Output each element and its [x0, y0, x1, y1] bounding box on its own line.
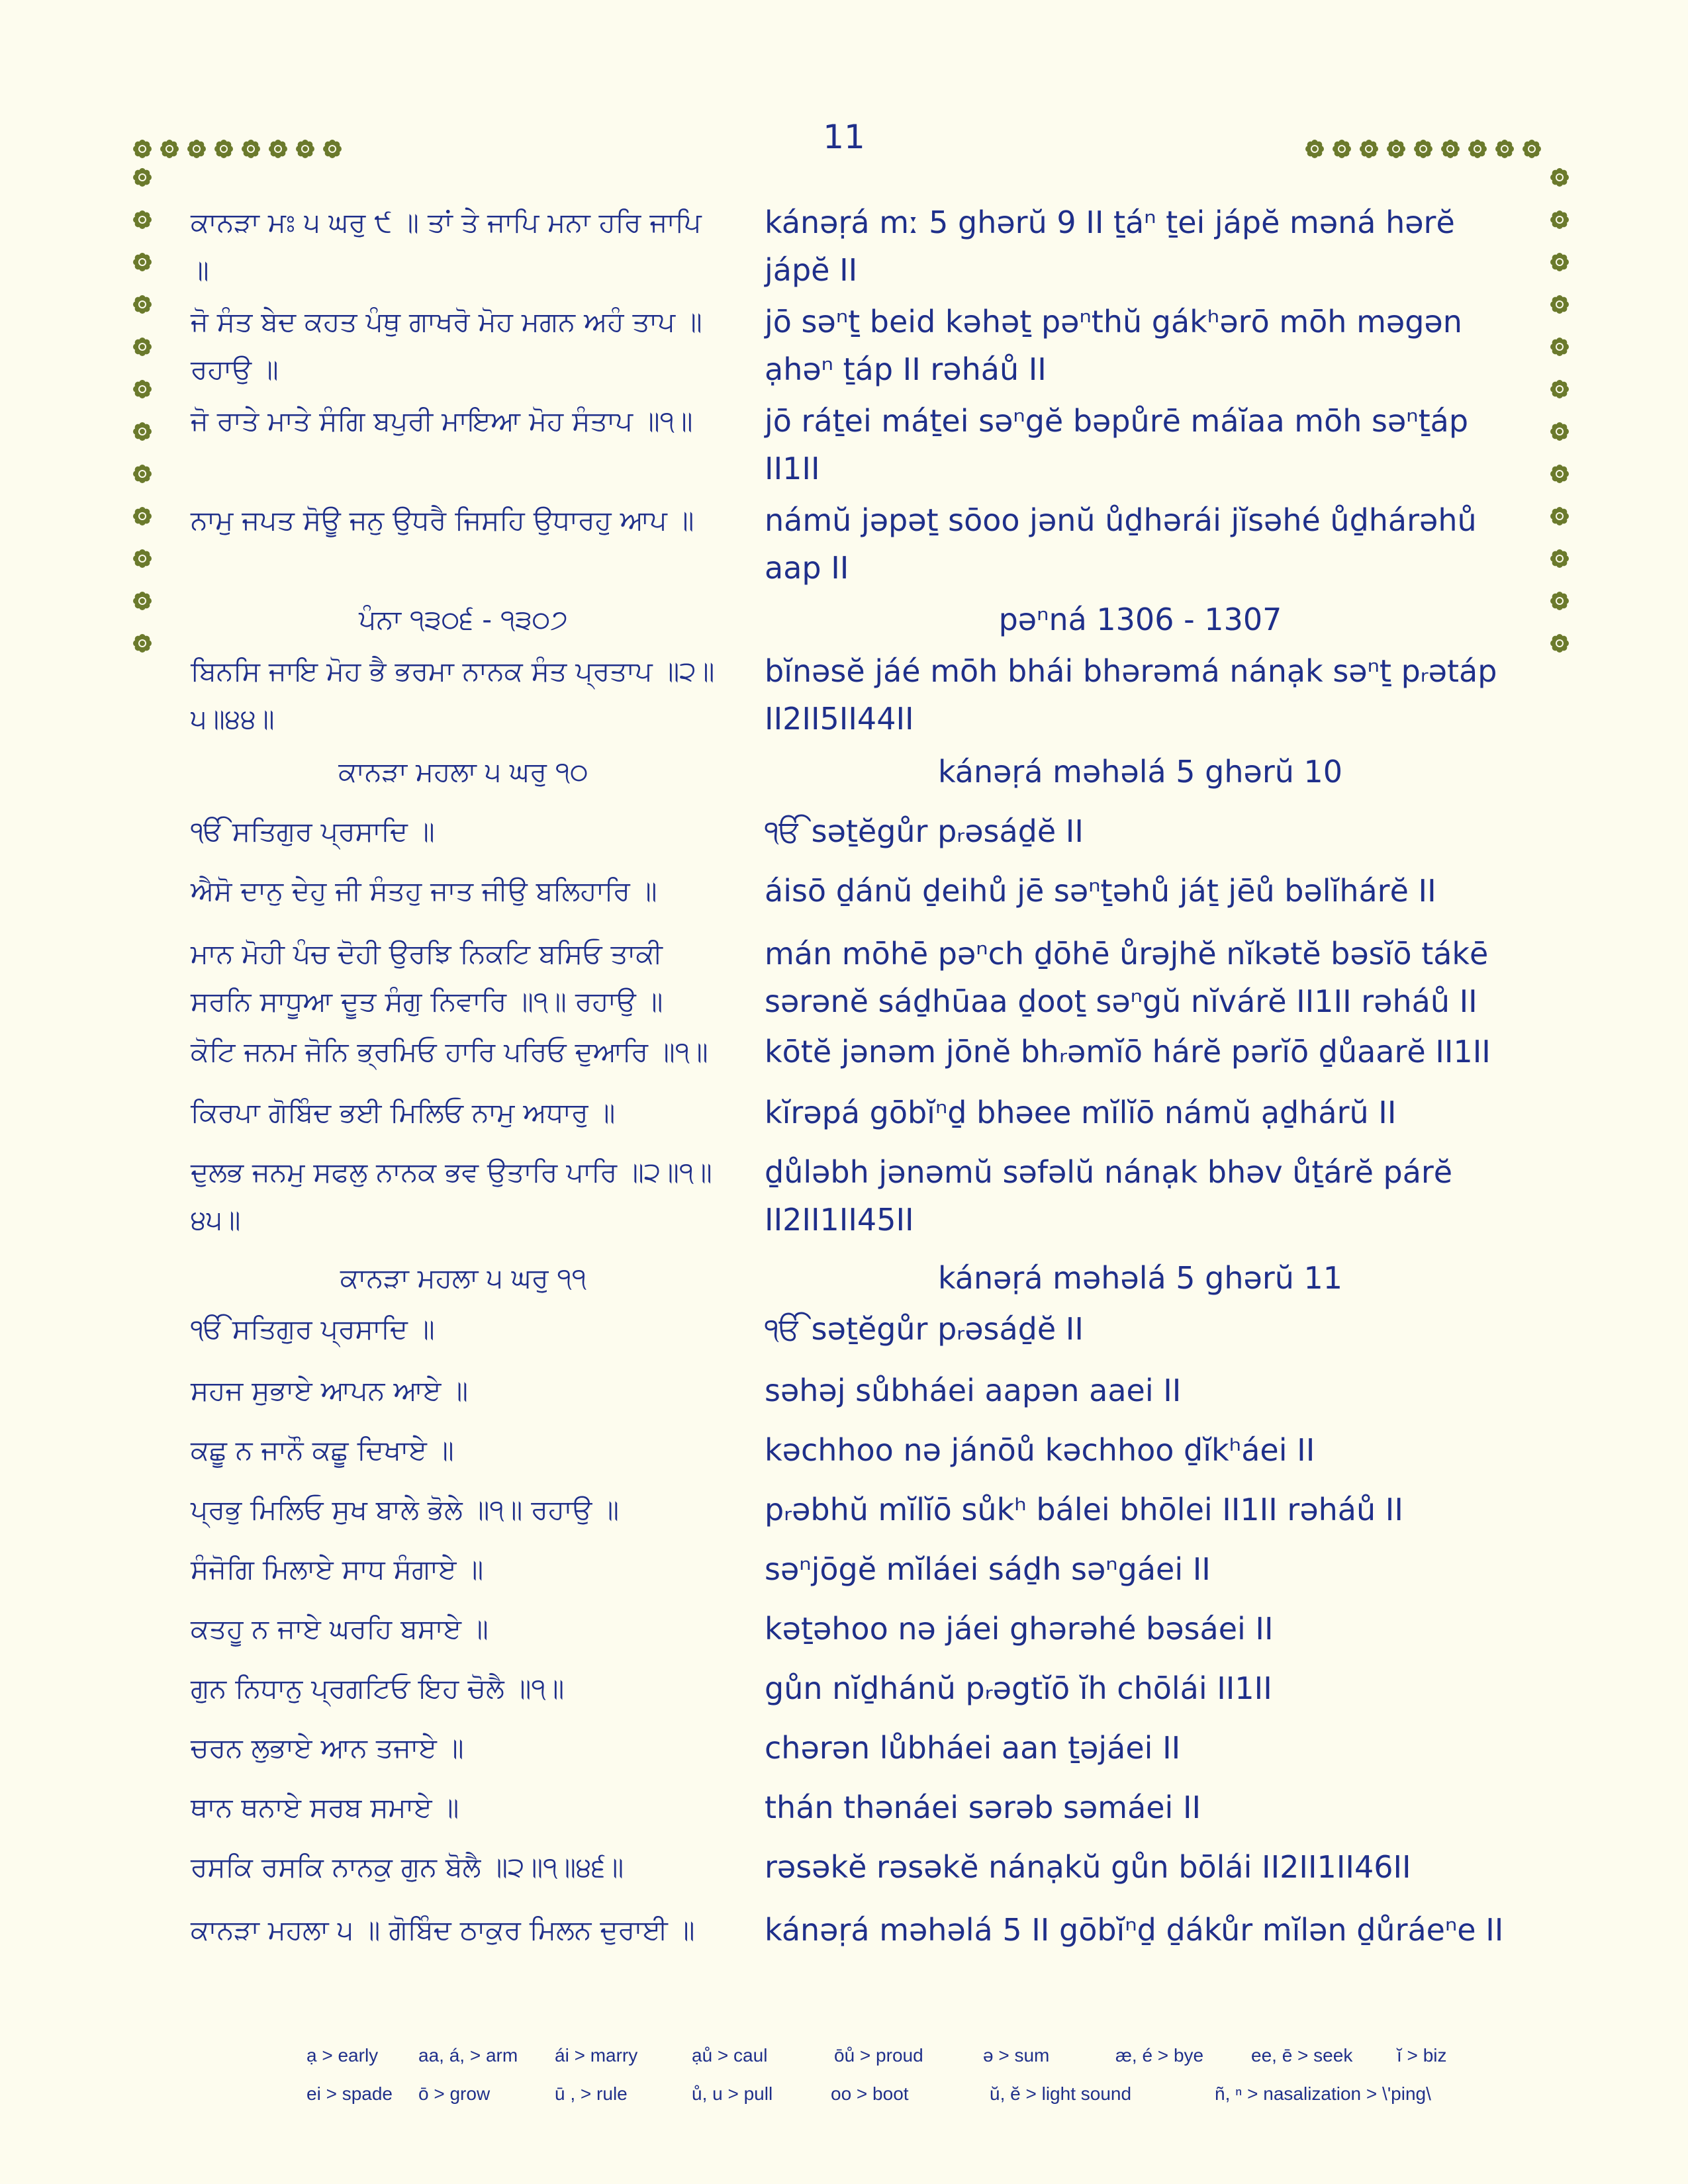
flower-icon — [132, 209, 153, 230]
key-entry: ei > spade — [306, 2083, 393, 2104]
transliteration-text: ੴ səṯĕgůr pᵣəsáḏĕ II — [765, 1311, 1084, 1347]
flower-icon — [1413, 138, 1434, 159]
gurmukhi-page-range: ਪੰਨਾ ੧੩੦੬ - ੧੩੦੭ — [359, 604, 568, 635]
key-entry: ō > grow — [418, 2083, 491, 2104]
flower-icon — [295, 138, 316, 159]
gurmukhi-text: ਥਾਨ ਥਨਾਏ ਸਰਬ ਸਮਾਏ ॥ — [191, 1792, 459, 1823]
transliteration-text: səhəj sůbháei aapən aaei II — [765, 1373, 1182, 1408]
gurmukhi-text: ਕੋਟਿ ਜਨਮ ਜੋਨਿ ਭ੍ਰਮਿਓ ਹਾਰਿ ਪਰਿਓ ਦੁਆਰਿ ॥੧॥ — [191, 1036, 708, 1068]
flower-icon — [213, 138, 234, 159]
transliteration-text: jō ráṯei máṯei səⁿgĕ bəpůrē máĭaa mōh səⁿṯáp II1II — [765, 403, 1469, 486]
key-entry: ạů > caul — [692, 2045, 768, 2066]
flower-icon — [1467, 138, 1488, 159]
flower-icon — [132, 548, 153, 569]
key-entry: ee, ē > seek — [1251, 2045, 1353, 2066]
gurmukhi-text: ਰਸਕਿ ਰਸਕਿ ਨਾਨਕੁ ਗੁਨ ਬੋਲੈ ॥੨॥੧॥੪੬॥ — [191, 1851, 624, 1883]
key-entry: ái > marry — [555, 2045, 638, 2066]
transliteration-text: səⁿjōgĕ mĭláei sáḏh səⁿgáei II — [765, 1551, 1211, 1587]
key-entry: ạ > early — [306, 2045, 379, 2066]
flower-icon — [186, 138, 207, 159]
flower-icon — [1521, 138, 1542, 159]
flower-icon — [159, 138, 180, 159]
gurmukhi-heading: ਕਾਨੜਾ ਮਹਲਾ ੫ ਘਰੁ ੧੧ — [340, 1262, 587, 1294]
flower-icon — [1494, 138, 1515, 159]
transliteration-text: thán thənáei sərəb səmáei II — [765, 1790, 1201, 1825]
gurmukhi-text: ਗੁਨ ਨਿਧਾਨੁ ਪ੍ਰਗਟਿਓ ਇਹ ਚੋਲੈ ॥੧॥ — [191, 1672, 565, 1704]
flower-icon — [1358, 138, 1380, 159]
flower-icon — [1549, 463, 1570, 484]
flower-icon — [1549, 294, 1570, 315]
gurmukhi-text: ਕਾਨੜਾ ਮਃ ੫ ਘਰੁ ੯ ॥ ਤਾਂ ਤੇ ਜਾਪਿ ਮਨਾ ਹਰਿ ਜਾਪਿ ॥ — [191, 206, 702, 286]
transliteration-text: kánəṛá məhəlá 5 II gōbĭⁿḏ ḏákůr mĭlən ḏůráeⁿe II — [765, 1912, 1504, 1948]
gurmukhi-text: ਪ੍ਰਭੁ ਮਿਲਿਓ ਸੁਖ ਬਾਲੇ ਭੋਲੇ ॥੧॥ ਰਹਾਉ ॥ — [191, 1494, 619, 1525]
key-entry: aa, á, > arm — [418, 2045, 518, 2066]
flower-icon — [1549, 167, 1570, 188]
transliteration-text: pᵣəbhŭ mĭlĭō sůkʰ bálei bhōlei II1II rəháů II — [765, 1492, 1403, 1527]
flower-icon — [1549, 633, 1570, 654]
gurmukhi-text: ੴ ਸਤਿਗੁਰ ਪ੍ਰਸਾਦਿ ॥ — [191, 1313, 435, 1345]
transliteration-text: kánəṛá mː 5 ghərŭ 9 II ṯáⁿ ṯei jápĕ məná hərĕ jápĕ II — [765, 205, 1455, 288]
gurmukhi-text: ਨਾਮੁ ਜਪਤ ਸੋਊ ਜਨੁ ਉਧਰੈ ਜਿਸਹਿ ਉਧਾਰਹੁ ਆਪ ॥ — [191, 504, 694, 536]
gurmukhi-text: ਸੰਜੋਗਿ ਮਿਲਾਏ ਸਾਧ ਸੰਗਾਏ ॥ — [191, 1553, 484, 1585]
flower-icon — [132, 379, 153, 400]
key-entry: ĭ > biz — [1397, 2045, 1447, 2066]
flower-icon — [1549, 506, 1570, 527]
flower-icon — [132, 294, 153, 315]
gurmukhi-text: ਕਤਹੂ ਨ ਜਾਏ ਘਰਹਿ ਬਸਾਏ ॥ — [191, 1613, 489, 1645]
page-number: 11 — [823, 118, 865, 156]
transliteration-heading: kánəṛá məhəlá 5 ghərŭ 10 — [937, 754, 1343, 790]
transliteration-text: rəsəkĕ rəsəkĕ nánạkŭ gůn bōlái II2II1II46II — [765, 1849, 1411, 1885]
transliteration-text: ḏůləbh jənəmŭ səfəlŭ nánạk bhəv ůṯárĕ párĕ II2II1II45II — [765, 1154, 1453, 1238]
flower-icon — [1440, 138, 1461, 159]
transliteration-text: námŭ jəpəṯ sōoo jənŭ ůḏhərái jĭsəhé ůḏhárəhů aap II — [765, 502, 1477, 586]
key-entry: ə > sum — [983, 2045, 1050, 2066]
flower-icon — [1549, 590, 1570, 612]
transliteration-text: ੴ səṯĕgůr pᵣəsáḏĕ II — [765, 813, 1084, 849]
gurmukhi-text: ਸਹਜ ਸੁਭਾਏ ਆਪਨ ਆਏ ॥ — [191, 1375, 468, 1406]
flower-icon — [267, 138, 289, 159]
flower-icon — [1549, 336, 1570, 357]
gurmukhi-text: ਮਾਨ ਮੋਹੀ ਪੰਚ ਦੋਹੀ ਉਰਝਿ ਨਿਕਟਿ ਬਸਿਓ ਤਾਕੀ ਸਰਨਿ ਸਾਧੂਆ ਦੂਤ ਸੰਗੁ ਨਿਵਾਰਿ ॥੧॥ ਰਹਾਉ ॥ — [191, 938, 663, 1017]
flower-icon — [132, 421, 153, 442]
flower-icon — [1331, 138, 1352, 159]
transliteration-text: bĭnəsĕ jáé mōh bhái bhərəmá nánạk səⁿṯ pᵣətáp II2II5II44II — [765, 653, 1497, 737]
flower-icon — [132, 336, 153, 357]
transliteration-page-range: pəⁿná 1306 - 1307 — [998, 602, 1282, 637]
gurmukhi-text: ਦੁਲਭ ਜਨਮੁ ਸਫਲੁ ਨਾਨਕ ਭਵ ਉਤਾਰਿ ਪਾਰਿ ॥੨॥੧॥੪੫॥ — [191, 1156, 712, 1236]
flower-icon — [132, 138, 153, 159]
gurmukhi-heading: ਕਾਨੜਾ ਮਹਲਾ ੫ ਘਰੁ ੧੦ — [338, 756, 588, 788]
key-entry: oo > boot — [831, 2083, 909, 2104]
transliteration-text: kəchhoo nə jánōů kəchhoo ḏĭkʰáei II — [765, 1432, 1315, 1468]
flower-icon — [1549, 548, 1570, 569]
transliteration-text: kəṯəhoo nə jáei ghərəhé bəsáei II — [765, 1611, 1274, 1647]
gurmukhi-text: ਐਸੋ ਦਾਨੁ ਦੇਹੁ ਜੀ ਸੰਤਹੁ ਜਾਤ ਜੀਉ ਬਲਿਹਾਰਿ ॥ — [191, 875, 657, 907]
key-entry: ū , > rule — [555, 2083, 628, 2104]
flower-icon — [1549, 251, 1570, 273]
flower-icon — [132, 506, 153, 527]
transliteration-text: chərən lůbháei aan ṯəjáei II — [765, 1730, 1181, 1766]
gurmukhi-text: ਚਰਨ ਲੁਭਾਏ ਆਨ ਤਜਾਏ ॥ — [191, 1732, 464, 1764]
gurmukhi-text: ਕਛੂ ਨ ਜਾਨੌ ਕਛੂ ਦਿਖਾਏ ॥ — [191, 1434, 454, 1466]
flower-icon — [132, 590, 153, 612]
flower-icon — [132, 463, 153, 484]
transliteration-heading: kánəṛá məhəlá 5 ghərŭ 11 — [937, 1260, 1343, 1296]
key-entry: ů, u > pull — [692, 2083, 773, 2104]
flower-icon — [240, 138, 261, 159]
transliteration-text: jō səⁿṯ beid kəhəṯ pəⁿthŭ gákʰərō mōh məgən ạhəⁿ ṯáp II rəháů II — [765, 304, 1462, 387]
flower-icon — [132, 167, 153, 188]
key-entry: ōů > proud — [834, 2045, 923, 2066]
gurmukhi-text: ਕਾਨੜਾ ਮਹਲਾ ੫ ॥ ਗੋਬਿੰਦ ਠਾਕੁਰ ਮਿਲਨ ਦੁਰਾਈ ॥ — [191, 1914, 695, 1946]
flower-icon — [1304, 138, 1325, 159]
flower-icon — [1549, 379, 1570, 400]
gurmukhi-text: ਜੋ ਸੰਤ ਬੇਦ ਕਹਤ ਪੰਥੁ ਗਾਖਰੋ ਮੋਹ ਮਗਨ ਅਹੰ ਤਾਪ ॥ ਰਹਾਉ ॥ — [191, 306, 702, 385]
key-entry: æ, é > bye — [1115, 2045, 1204, 2066]
flower-icon — [1385, 138, 1407, 159]
flower-icon — [132, 633, 153, 654]
gurmukhi-text: ਬਿਨਸਿ ਜਾਇ ਮੋਹ ਭੈ ਭਰਮਾ ਨਾਨਕ ਸੰਤ ਪ੍ਰਤਾਪ ॥੨॥੫॥੪੪॥ — [191, 655, 715, 735]
flower-icon — [322, 138, 343, 159]
key-entry: ñ, ⁿ > nasalization > \'ping\ — [1215, 2083, 1431, 2104]
transliteration-text: kĭrəpá gōbĭⁿḏ bhəee mĭlĭō námŭ ạḏhárŭ II — [765, 1095, 1397, 1130]
transliteration-text: mán mōhē pəⁿch ḏōhē ůrəjhĕ nĭkətĕ bəsĭō tákē sərənĕ sáḏhūaa ḏooṯ səⁿgŭ nĭvárĕ II1II rəháů II — [765, 936, 1489, 1019]
key-entry: ŭ, ĕ > light sound — [990, 2083, 1132, 2104]
gurmukhi-text: ਜੋ ਰਾਤੇ ਮਾਤੇ ਸੰਗਿ ਬਪੁਰੀ ਮਾਇਆ ਮੋਹ ਸੰਤਾਪ ॥੧॥ — [191, 405, 693, 437]
flower-icon — [1549, 421, 1570, 442]
transliteration-text: gůn nĭḏhánŭ pᵣəgtĭō ĭh chōlái II1II — [765, 1670, 1272, 1706]
gurmukhi-text: ੴ ਸਤਿਗੁਰ ਪ੍ਰਸਾਦਿ ॥ — [191, 815, 435, 847]
flower-icon — [1549, 209, 1570, 230]
transliteration-text: kōtĕ jənəm jōnĕ bhᵣəmĭō hárĕ pərĭō ḏůaarĕ II1II — [765, 1034, 1491, 1069]
gurmukhi-text: ਕਿਰਪਾ ਗੋਬਿੰਦ ਭਈ ਮਿਲਿਓ ਨਾਮੁ ਅਧਾਰੁ ॥ — [191, 1097, 616, 1128]
transliteration-text: áisō ḏánŭ ḏeihů jē səⁿṯəhů jáṯ jēů bəlĭhárĕ II — [765, 873, 1436, 909]
flower-icon — [132, 251, 153, 273]
